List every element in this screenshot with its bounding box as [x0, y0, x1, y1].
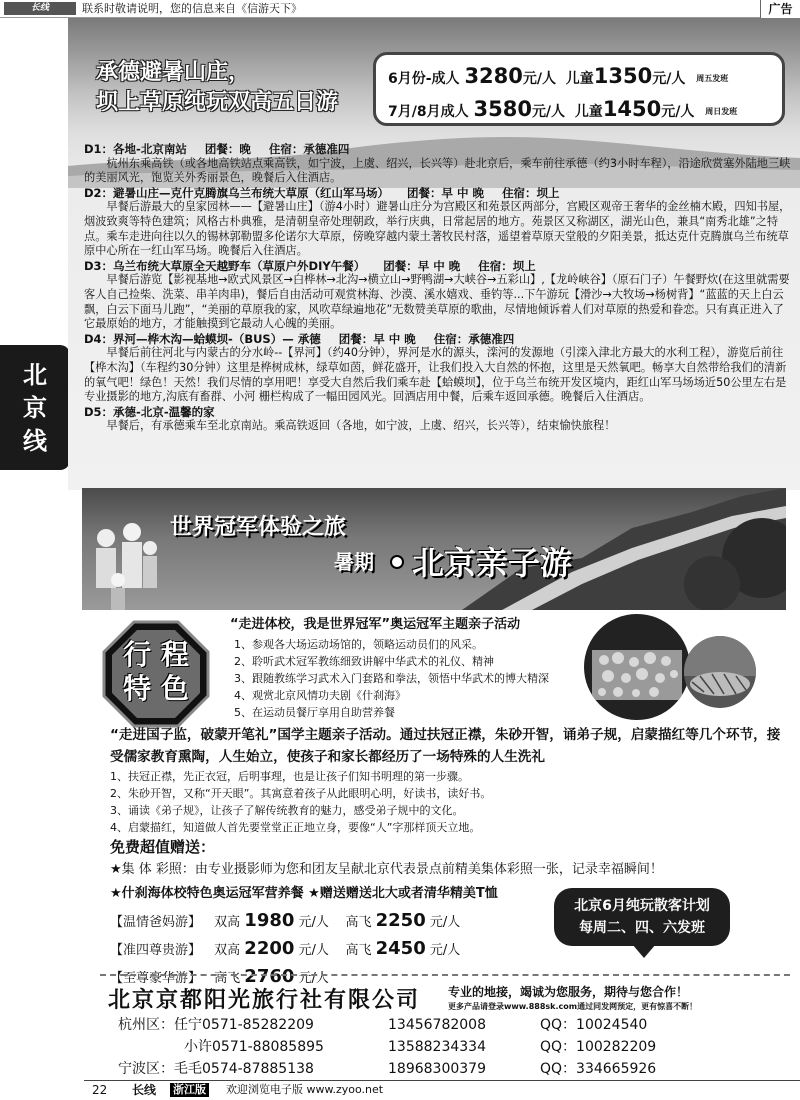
price-unit: 元/人 — [298, 971, 329, 986]
tour-title — [96, 58, 338, 118]
package-name: 【至尊豪华游】 — [110, 971, 202, 986]
agency-block — [108, 983, 788, 1014]
contact-phone: 小许0571-88085895 — [184, 1039, 324, 1055]
footer-rule — [84, 1080, 800, 1081]
magazine-logo: 长线 — [4, 2, 76, 15]
contact-row — [118, 1014, 758, 1036]
day-heading — [84, 405, 792, 420]
adult-price: 3280 — [464, 64, 523, 88]
agency-slogan: 专业的地接，竭诚为您服务，期待与您合作！ — [448, 985, 689, 999]
list-item: 4、启蒙描红，知道做人首先要堂堂正正地立身，要像“人”字那样顶天立地。 — [110, 821, 481, 834]
package-option: 高飞 — [345, 915, 372, 930]
family-photo-graphic — [86, 518, 162, 610]
page-number: 22 — [92, 1083, 108, 1097]
activity-list — [230, 636, 590, 721]
package-option: 双高 — [214, 943, 241, 958]
day-description: 早餐后前往河北与内蒙古的分水岭--【界河】（约40分钟），界河是水的源头，滦河的发源地（引滦入津北方最大的水利工程），游览后前往【桦木沟】（车程约30分钟）这里是桦树成林，绿草如茵，鲜花盛开，让我们投入大自然的怀抱，这里是天然氧吧。畅享大自然带给我们的清新的氧气吧！绿色！天然！我们尽情的享用吧！享受大自然后我们乘车赴【蛤蟆坝】，位于乌兰布统开发区境内，距红山军马场场近50公里左右是专业摄影的地方,沟底有畜群、小河 栅栏构成了一幅田园风光。回酒店用中餐，后乘车返回承德。晚餐后入住酒店。 — [84, 346, 787, 404]
price-unit: 元/人 — [531, 104, 566, 120]
banner-season: 暑期 — [334, 550, 374, 574]
champion-activity — [230, 616, 590, 721]
list-item: 3、诵读《弟子规》，让孩子了解传统教育的魅力，感受弟子规中的文化。 — [110, 804, 464, 817]
tour-chengde — [68, 18, 800, 490]
list-item: 1、扶冠正襟，先正衣冠，后明事理，也是让孩子们知书明理的第一步骤。 — [110, 770, 469, 783]
list-item: 5、在运动员餐厅享用自助营养餐 — [234, 706, 395, 719]
day-route: D2：避暑山庄—克什克腾旗乌兰布统大草原（红山军马场） — [84, 185, 390, 200]
price-unit: 元/人 — [429, 943, 461, 958]
itinerary-features-badge — [102, 620, 210, 728]
price-unit: 元/人 — [298, 915, 329, 930]
day-route: D1：各地-北京南站 — [84, 142, 187, 156]
day-meal: 团餐：早 中 晚 — [338, 331, 416, 346]
package-price: 2760 — [244, 966, 295, 987]
list-item: 1、参观各大场运动场馆的，领略运动员们的风采。 — [234, 638, 483, 651]
day-route: D4：界河—桦木沟—蛤蟆坝-（BUS）— 承德 — [84, 331, 321, 346]
day-heading — [84, 142, 792, 157]
day-route: D5：承德-北京-温馨的家 — [84, 404, 215, 419]
day-heading — [84, 332, 792, 347]
day-description: 早餐后，有承德乘车至北京南站。乘高铁返回（各地，如宁波，上虞、绍兴，长兴等），结束愉快旅程！ — [106, 419, 616, 433]
price-unit: 元/人 — [661, 104, 695, 120]
tab-char: 线 — [23, 427, 47, 455]
badge-line: 特 色 — [123, 672, 189, 705]
footer-website-link[interactable]: 欢迎浏览电子版 www.zyoo.net — [226, 1083, 384, 1096]
gift-item: ★集 体 彩照：由专业摄影师为您和团友呈献北京代表景点前精美集体彩照一张，记录幸福瞬间！ — [110, 862, 663, 877]
departure-tag: 周五发班 — [696, 74, 729, 83]
agency-name: 北京京都阳光旅行社有限公司 — [108, 987, 421, 1013]
day-heading — [84, 259, 792, 274]
child-price: 1450 — [602, 97, 662, 121]
contact-table — [118, 1014, 758, 1080]
contact-row — [118, 1036, 758, 1058]
price-period: 7月/8月成人 — [388, 104, 469, 120]
day-meal: 团餐：早 中 晚 — [407, 185, 485, 200]
footer-section: 长线 — [132, 1083, 157, 1097]
badge-text — [102, 638, 210, 706]
banner-tour-name: 北京亲子游 — [412, 544, 573, 582]
contact-note: 联系时敬请说明，您的信息来自《信游天下》 — [82, 2, 302, 15]
price-row — [388, 94, 770, 127]
tab-char: 京 — [23, 394, 47, 422]
badge-line: 行 程 — [123, 638, 189, 671]
child-label: 儿童 — [565, 71, 594, 87]
day-stay: 住宿：承德准四 — [268, 142, 350, 156]
section-tab — [0, 345, 70, 470]
adult-price: 3580 — [473, 97, 532, 121]
package-price: 2250 — [375, 910, 426, 931]
contact-mobile: 13456782008 — [388, 1017, 486, 1033]
package-row — [110, 908, 530, 936]
list-item: 2、朱砂开智，又称“开天眼”。其寓意着孩子从此眼明心明，好读书，读好书。 — [110, 787, 492, 800]
contact-mobile: 18968300379 — [388, 1061, 486, 1077]
bullet-dot-icon — [390, 555, 404, 569]
edition-badge: 浙江版 — [170, 1083, 209, 1097]
family-tour-banner — [82, 488, 786, 610]
day-heading — [84, 186, 792, 201]
day-description: 杭州东乘高铁（或各地高铁站点乘高铁，如宁波，上虞、绍兴，长兴等）赴北京后，乘车前往承德（约3小时车程），沿途欣赏塞外陆地三峡的美丽风光，饱览关外秀丽景色，晚餐后入住酒店。 — [84, 156, 791, 185]
activity-title: “走进体校，我是世界冠军”奥运冠军主题亲子活动 — [230, 617, 521, 632]
package-name: 【准四尊贵游】 — [110, 943, 202, 958]
package-option: 高飞 — [345, 943, 372, 958]
contact-qq: QQ：10024540 — [540, 1017, 648, 1033]
package-row — [110, 936, 530, 964]
gifts-title: 免费超值赠送： — [110, 838, 216, 856]
package-price: 1980 — [244, 910, 295, 931]
day-route: D3：乌兰布统大草原全天越野车（草原户外DIY午餐） — [84, 258, 366, 273]
day-stay: 住宿：坝上 — [502, 185, 560, 200]
day-description: 早餐后游览【影视基地→欧式风景区→白桦林→北沟→横立山→野鸭湖→大峡谷→五彩山】,【龙岭峡谷】（原石门子）午餐野炊(在这里就需要客人自己捡柴、洗菜、串羊肉串)，餐后自由活动可观赏林海、沙漠、溪水嬉戏、垂钓等...下午游玩【滑沙→大牧场→杨树背】“蓝蓝的天上白云飘，白云下面马儿跑”，“美丽的草原我的家，风吹草绿遍地花”无数赞美草原的歌曲，尽情地倾诉着人们对草原的热爱和眷恋。只有真正进入了它最原始的地方，才能触摸到它最动人心魄的美丽。 — [84, 273, 790, 331]
price-row — [388, 61, 770, 94]
child-price: 1350 — [593, 64, 653, 88]
list-item: 2、聆听武术冠军教练细致讲解中华武术的礼仪、精神 — [234, 655, 494, 668]
water-cube-photo — [584, 614, 690, 720]
package-price: 2450 — [375, 938, 426, 959]
tab-char: 北 — [23, 361, 47, 389]
header-strip — [0, 0, 800, 18]
day-description: 早餐后游最大的皇家园林——【避暑山庄】（游4小时）避暑山庄分为宫殿区和苑景区两部分，宫殿区观帝王奢华的金丝楠木殿，四知书屋，烟波致爽等特色建筑；风格古朴典雅，是清朝皇帝处理朝政，举行庆典，日常起居的地方。苑景区又称湖区，湖光山色，兼具“南秀北雄”之特点。乘车走进向往以久的锡林郭勒盟多伦诺尔大草原，傍晚穿越内蒙土著牧民村落，遥望着草原天堂般的夕阳美景，抵达克什克腾旗乌兰布统草原中心所在一红山军马场。晚餐后入住酒店。 — [84, 200, 791, 258]
tour-title-line: 坝上草原纯玩双高五日游 — [96, 90, 339, 115]
bubble-line: 北京6月纯玩散客计划 — [574, 898, 710, 914]
price-unit: 元/人 — [298, 943, 329, 958]
contact-qq: QQ：100282209 — [540, 1039, 657, 1055]
package-option: 双高 — [214, 915, 241, 930]
list-item: 3、跟随教练学习武术入门套路和拳法，领悟中华武术的博大精深 — [234, 672, 549, 685]
child-label: 儿童 — [574, 104, 603, 120]
list-item: 4、观赏北京风情功夫剧《什刹海》 — [234, 689, 406, 702]
price-unit: 元/人 — [429, 915, 461, 930]
price-unit: 元/人 — [652, 71, 686, 87]
page-footer — [0, 1080, 800, 1100]
contact-phone: 杭州区：任宁0571-85282209 — [118, 1017, 314, 1033]
price-unit: 元/人 — [522, 71, 557, 87]
package-name: 【温情爸妈游】 — [110, 915, 202, 930]
contact-mobile: 13588234334 — [388, 1039, 486, 1055]
bubble-line: 每周二、四、六发班 — [579, 920, 705, 936]
departure-tag: 周日发班 — [705, 107, 738, 116]
day-meal: 团餐：早 中 晚 — [383, 258, 461, 273]
guozijian-activity — [110, 724, 790, 836]
dashed-divider — [100, 974, 790, 976]
package-price: 2200 — [244, 938, 295, 959]
gift-item: ★什刹海体校特色奥运冠军营养餐 ★赠送赠送北大或者清华精美T恤 — [110, 886, 498, 901]
departure-bubble — [554, 888, 730, 946]
activity-list — [110, 768, 790, 836]
banner-title: 世界冠军体验之旅 — [170, 515, 347, 540]
ad-label: 广告 — [760, 0, 800, 18]
activity-title: “走进国子监，破蒙开笔礼”国学主题亲子活动。通过扶冠正襟，朱砂开智，诵弟子规，启蒙描红等几个环节，接受儒家教育熏陶，人生始立，使孩子和家长都经历了一场特殊的人生洗礼 — [110, 727, 781, 765]
price-box — [373, 52, 785, 126]
day-stay: 住宿：承德准四 — [433, 331, 515, 346]
tour-title-line: 承德避暑山庄， — [96, 60, 251, 85]
contact-qq: QQ：334665926 — [540, 1061, 657, 1077]
contact-phone: 宁波区：毛毛0574-87885138 — [118, 1061, 314, 1077]
package-prices — [110, 908, 530, 992]
day-meal: 团餐：晚 — [204, 142, 251, 156]
contact-row — [118, 1058, 758, 1080]
price-period: 6月份-成人 — [388, 71, 460, 87]
day-stay: 住宿：坝上 — [478, 258, 536, 273]
itinerary — [68, 142, 800, 434]
agency-website-note: 更多产品请登录www.888sk.com通过同发网预定，更有惊喜不断！ — [448, 1002, 698, 1011]
birds-nest-photo — [684, 636, 756, 708]
package-option: 高飞 — [214, 971, 241, 986]
